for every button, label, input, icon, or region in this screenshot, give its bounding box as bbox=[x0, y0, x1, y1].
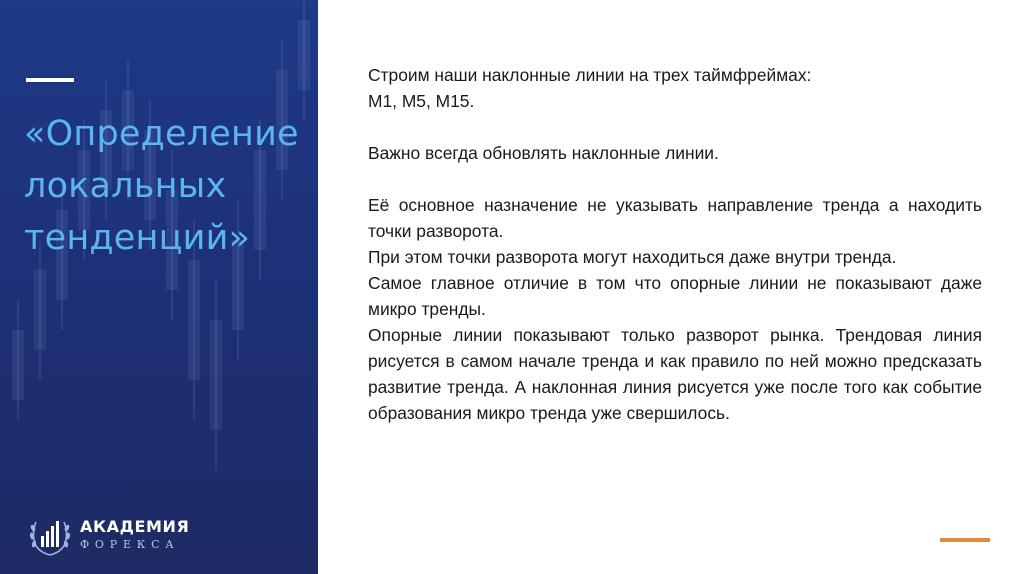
candle-body bbox=[34, 270, 46, 350]
logo-name: АКАДЕМИЯ bbox=[80, 517, 190, 536]
candlestick-background bbox=[0, 0, 318, 574]
inside-trend-paragraph: При этом точки разворота могут находиться даже внутри тренда. bbox=[368, 247, 897, 267]
candle-body bbox=[188, 260, 200, 380]
paragraph-gap bbox=[368, 114, 982, 140]
difference-paragraph: Самое главное отличие в том что опорные линии не показывают даже микро тренды. bbox=[368, 273, 982, 319]
title-panel bbox=[0, 0, 318, 574]
important-note: Важно всегда обновлять наклонные линии. bbox=[368, 143, 719, 163]
academy-logo bbox=[28, 512, 228, 562]
intro-line-1: Строим наши наклонные линии на трех таймфреймах: bbox=[368, 65, 812, 85]
purpose-paragraph: Её основное назначение не указывать направление тренда а находить точки разворота. bbox=[368, 195, 982, 241]
title-accent-line bbox=[26, 78, 74, 82]
paragraph-gap bbox=[368, 166, 982, 192]
logo-subtitle: ФОРЕКСА bbox=[80, 538, 180, 551]
candle-body bbox=[298, 20, 310, 90]
intro-line-2: M1, M5, M15. bbox=[368, 91, 475, 111]
candle-body bbox=[12, 330, 24, 400]
slide-body bbox=[368, 62, 982, 426]
slide-title: «Определение локальных тенденций» bbox=[24, 114, 299, 258]
bottom-accent-line bbox=[940, 538, 990, 542]
laurel-chart-icon bbox=[28, 512, 72, 558]
candle-body bbox=[210, 320, 222, 430]
support-lines-paragraph: Опорные линии показывают только разворот рынка. Трендовая линия рисуется в самом начале тренда и как правило по ней можно предсказать развитие тренда. А наклонная линия рисуется уже после того как событие образования микро тренда уже свершилось. bbox=[368, 325, 982, 423]
